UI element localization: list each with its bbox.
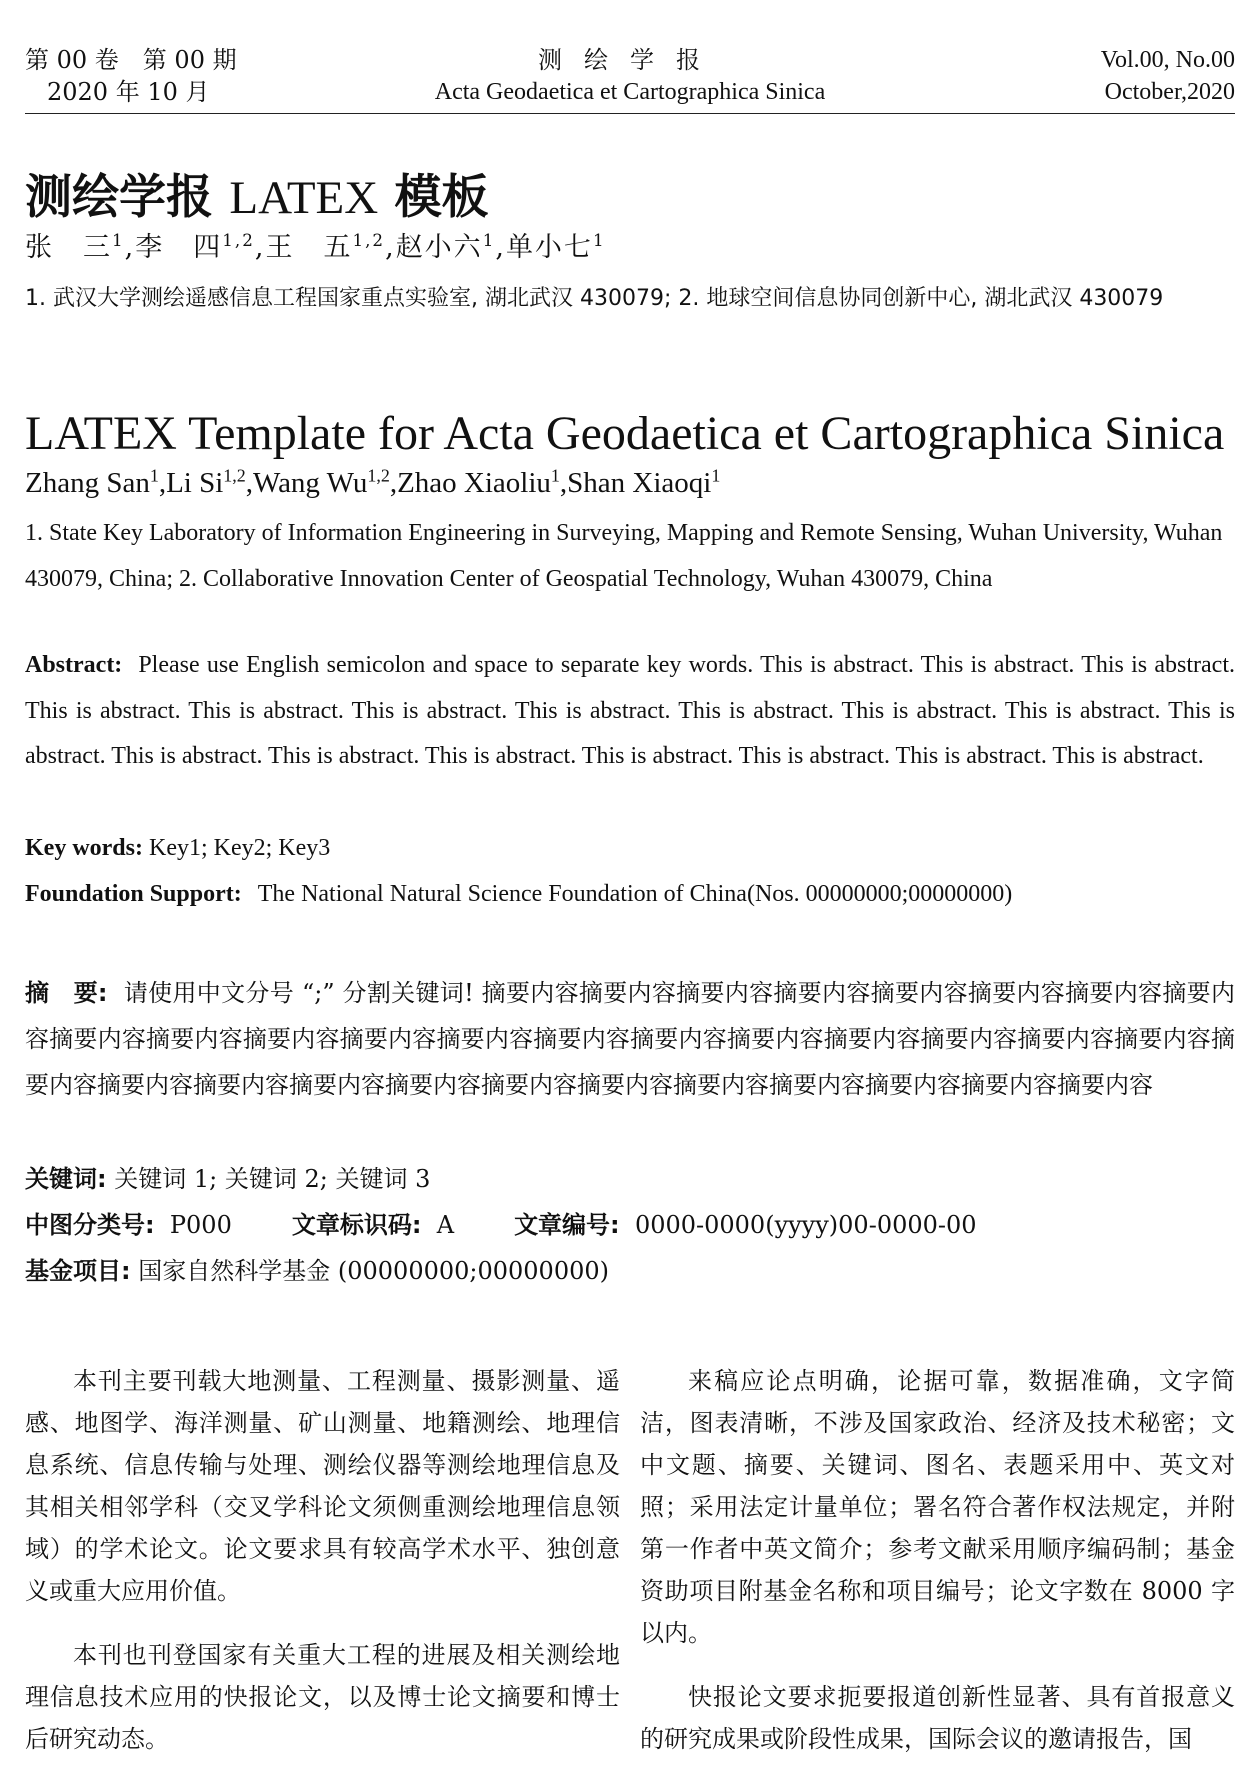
chinese-title-suffix: 模板 xyxy=(378,170,489,225)
clc-number xyxy=(25,1202,232,1248)
chinese-abstract-label: 摘 要: xyxy=(25,979,108,1007)
en-author-separator: , xyxy=(559,467,568,499)
cn-author-affiliation-mark: 1 xyxy=(112,230,125,250)
en-author-separator: , xyxy=(245,467,254,499)
cn-author-affiliation-mark: 1 xyxy=(592,230,606,250)
en-author-separator: , xyxy=(158,467,167,499)
chinese-title xyxy=(25,168,1235,228)
english-foundation-text: The National Natural Science Foundation of China(Nos. 00000000;00000000) xyxy=(257,881,1013,907)
header-vol-issue-en: Vol.00, No.00 xyxy=(1100,47,1235,73)
en-author-separator: , xyxy=(389,467,398,499)
en-author-name: Li Si xyxy=(166,467,224,499)
chinese-abstract-text: 请使用中文分号 “;” 分割关键词! 摘要内容摘要内容摘要内容摘要内容摘要内容摘要内容摘要内容摘要内容摘要内容摘要内容摘要内容摘要内容摘要内容摘要内容摘要内容摘要内容摘要内容摘要内容摘要内容摘要内容摘要内容摘要内容摘要内容摘要内容摘要内容摘要内容摘要内容摘要内容摘要内容摘要内容摘要内容摘要内容 xyxy=(25,979,1235,1099)
classification-line xyxy=(25,1202,1235,1248)
english-foundation-label: Foundation Support: xyxy=(25,881,242,907)
chinese-abstract xyxy=(25,970,1235,1108)
cn-author-separator: , xyxy=(254,232,266,263)
body-paragraph: 来稿应论点明确，论据可靠，数据准确，文字简洁，图表清晰，不涉及国家政治、经济及技术秘密；文中文题、摘要、关键词、图名、表题采用中、英文对照；采用法定计量单位；署名符合著作权法规定，并附第一作者中英文简介；参考文献采用顺序编码制；基金资助项目附基金名称和项目编号；论文字数在 8000 字以内。 xyxy=(640,1367,1235,1647)
body-column-left xyxy=(25,1360,620,1782)
header-journal-cn: 测绘学报 xyxy=(538,46,722,74)
header-date-cn: 2020 年 10 月 xyxy=(47,78,210,106)
cn-author-name: 王 五 xyxy=(265,232,353,263)
body-column-right xyxy=(640,1360,1235,1782)
en-author-affiliation-mark: 1 xyxy=(711,465,721,486)
en-author-name: Zhang San xyxy=(25,467,150,499)
document-code-label: 文章标识码: xyxy=(291,1211,422,1239)
chinese-keywords-label: 关键词: xyxy=(25,1165,107,1193)
chinese-foundation xyxy=(25,1248,1235,1294)
en-author-affiliation-mark: 1,2 xyxy=(223,465,246,486)
en-author-name: Shan Xiaoqi xyxy=(567,467,712,499)
chinese-title-prefix: 测绘学报 xyxy=(25,170,230,225)
cn-author-name: 李 四 xyxy=(135,232,223,263)
running-header xyxy=(25,45,1235,114)
english-title-text: Template for Acta Geodaetica et Cartographica Sinica xyxy=(176,407,1225,460)
cn-author-name: 单小七 xyxy=(505,232,593,263)
en-author-affiliation-mark: 1 xyxy=(550,465,560,486)
chinese-foundation-text: 国家自然科学基金 (00000000;00000000) xyxy=(138,1257,610,1285)
english-keywords xyxy=(25,826,1235,871)
clc-value: P000 xyxy=(169,1211,232,1239)
english-abstract-label: Abstract: xyxy=(25,652,123,678)
body-paragraph: 本刊也刊登国家有关重大工程的进展及相关测绘地理信息技术应用的快报论文，以及博士论文摘要和博士后研究动态。 xyxy=(25,1641,620,1753)
clc-label: 中图分类号: xyxy=(25,1211,155,1239)
cn-author-affiliation-mark: 1,2 xyxy=(222,230,255,250)
english-keywords-text: Key1; Key2; Key3 xyxy=(148,835,331,861)
english-title xyxy=(25,402,1235,466)
en-author-name: Zhao Xiaoliu xyxy=(397,467,551,499)
document-code xyxy=(292,1202,454,1248)
chinese-affiliations: 1. 武汉大学测绘遥感信息工程国家重点实验室, 湖北武汉 430079; 2. 地球空间信息协同创新中心, 湖北武汉 430079 xyxy=(25,286,1164,311)
body-paragraph: 快报论文要求扼要报道创新性显著、具有首报意义的研究成果或阶段性成果，国际会议的邀请报告，国 xyxy=(640,1683,1235,1753)
en-author-affiliation-mark: 1 xyxy=(149,465,159,486)
article-number xyxy=(514,1202,976,1248)
header-journal-en: Acta Geodaetica et Cartographica Sinica xyxy=(434,79,826,105)
cn-author-separator: , xyxy=(124,232,136,263)
chinese-authors xyxy=(25,228,1235,268)
english-abstract-text: Please use English semicolon and space to separate key words. This is abstract. This is abstract. This is abstract. This is abstract. This is abstract. This is abstract. This is abstract. This is abstract. This is abstract. This is abstract. This is abstract. This is abstract. This is abstract. This is abstract. This is abstract. This is abstract. This is abstract. This is abstract. xyxy=(25,652,1235,769)
cn-author-name: 赵小六 xyxy=(395,232,483,263)
header-vol-issue-cn: 第 00 卷 第 00 期 xyxy=(25,46,237,74)
cn-author-separator: , xyxy=(495,232,506,263)
cn-author-affiliation-mark: 1,2 xyxy=(352,230,386,250)
chinese-keywords xyxy=(25,1156,1235,1202)
cn-author-separator: , xyxy=(385,232,396,263)
english-affiliations: 1. State Key Laboratory of Information Engineering in Surveying, Mapping and Remote Sensing, Wuhan University, Wuhan 430079, China; 2. Collaborative Innovation Center of Geospatial Technology, Wuhan 430079, China xyxy=(25,520,1223,592)
chinese-keywords-text: 关键词 1; 关键词 2; 关键词 3 xyxy=(114,1165,431,1193)
en-author-affiliation-mark: 1,2 xyxy=(367,465,390,486)
latex-logo: LATEX xyxy=(229,172,379,224)
header-date-en: October,2020 xyxy=(1104,79,1235,105)
english-keywords-label: Key words: xyxy=(25,835,143,861)
cn-author-name: 张 三 xyxy=(25,232,112,263)
article-number-value: 0000-0000(yyyy)00-0000-00 xyxy=(634,1211,977,1239)
document-code-value: A xyxy=(436,1211,455,1239)
body-paragraph: 本刊主要刊载大地测量、工程测量、摄影测量、遥感、地图学、海洋测量、矿山测量、地籍测绘、地理信息系统、信息传输与处理、测绘仪器等测绘地理信息及其相关相邻学科（交叉学科论文须侧重测绘地理信息领域）的学术论文。论文要求具有较高学术水平、独创意义或重大应用价值。 xyxy=(25,1367,620,1605)
cn-author-affiliation-mark: 1 xyxy=(482,230,496,250)
article-number-label: 文章编号: xyxy=(514,1211,620,1239)
chinese-foundation-label: 基金项目: xyxy=(25,1257,131,1285)
en-author-name: Wang Wu xyxy=(253,467,368,499)
english-abstract xyxy=(25,643,1235,780)
english-foundation xyxy=(25,872,1235,917)
english-authors xyxy=(25,463,1235,503)
latex-logo: LATEX xyxy=(25,407,177,460)
